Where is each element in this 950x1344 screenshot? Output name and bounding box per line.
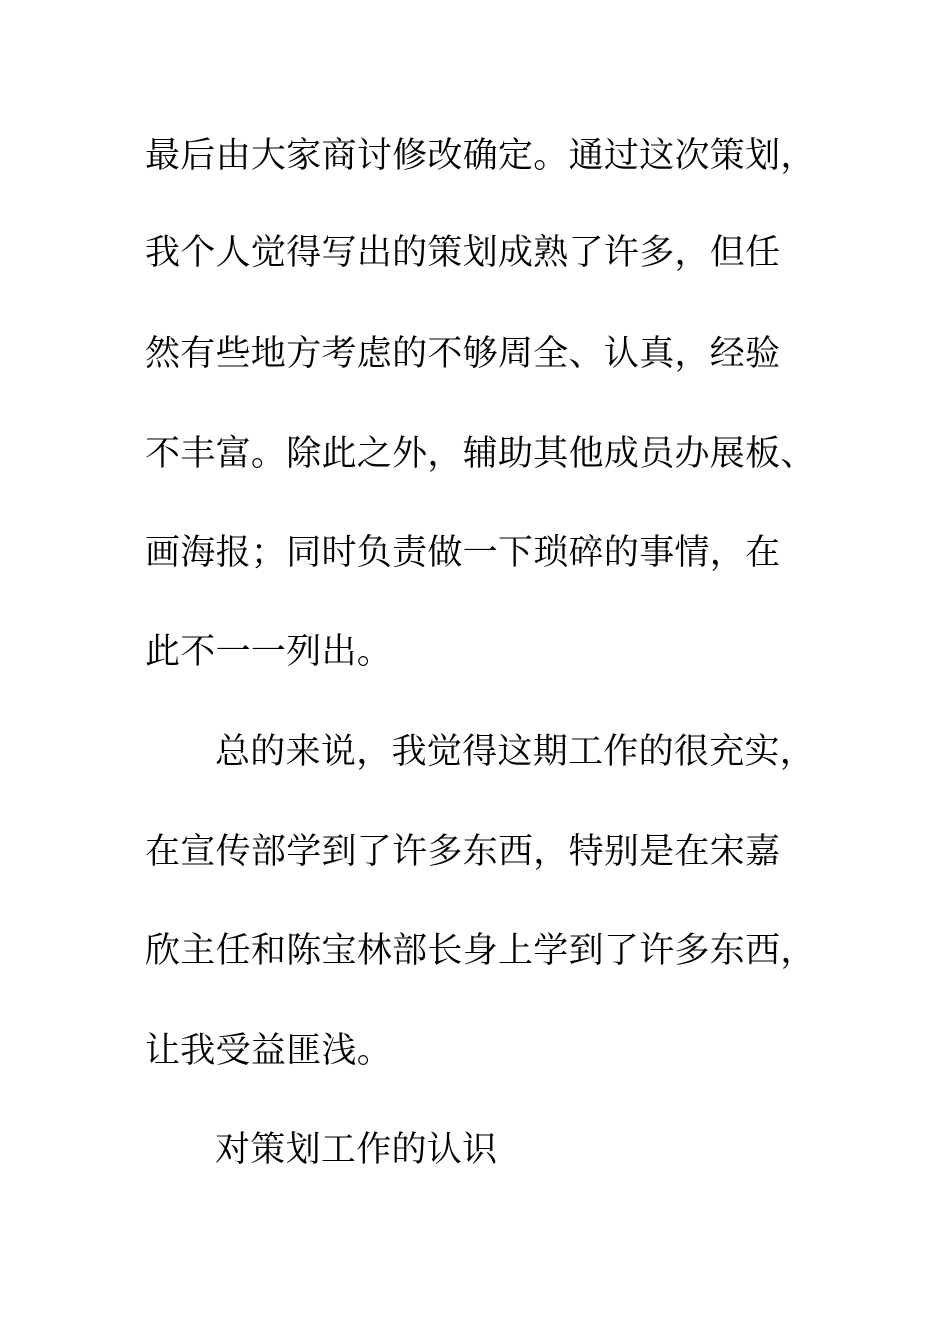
section-heading: 对策划工作的认识 [215, 1130, 498, 1170]
body-text-line: 在宣传部学到了许多东西，特别是在宋嘉 [145, 832, 781, 872]
body-text-line: 欣主任和陈宝林部长身上学到了许多东西， [145, 931, 816, 971]
body-text-line: 最后由大家商讨修改确定。通过这次策划， [145, 136, 816, 176]
body-text-line: 此不一一列出。 [145, 632, 393, 672]
body-text-line: 画海报；同时负责做一下琐碎的事情，在 [145, 533, 781, 573]
body-text-line: 让我受益匪浅。 [145, 1031, 393, 1071]
body-text-line: 我个人觉得写出的策划成熟了许多，但任 [145, 233, 781, 273]
body-text-line: 然有些地方考虑的不够周全、认真，经验 [145, 334, 781, 374]
body-text-line: 不丰富。除此之外，辅助其他成员办展板、 [145, 434, 816, 474]
paragraph-first-line: 总的来说，我觉得这期工作的很充实， [215, 732, 816, 772]
